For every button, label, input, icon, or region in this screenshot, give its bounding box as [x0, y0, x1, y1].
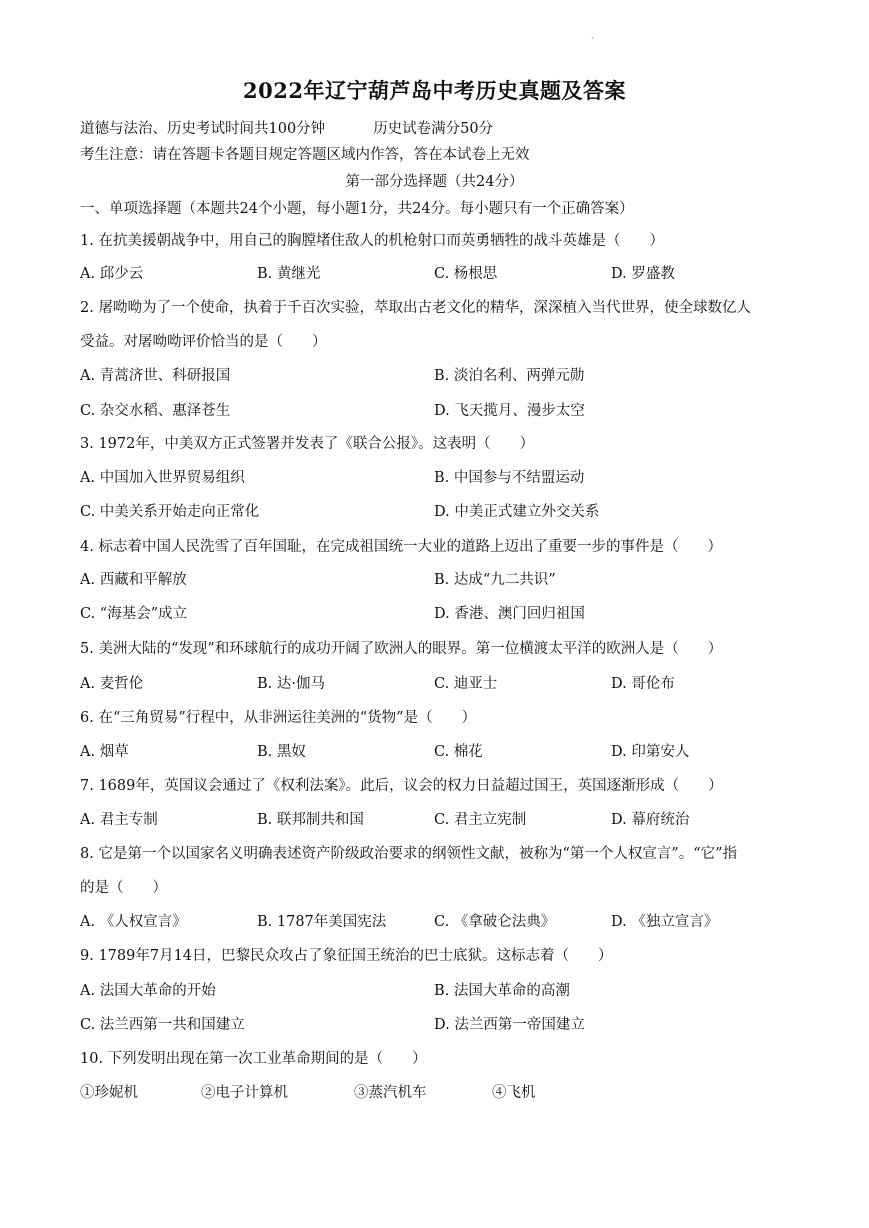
q3-option-a: A. 中国加入世界贸易组织	[80, 470, 245, 486]
q8-option-b: B. 1787年美国宪法	[257, 914, 387, 930]
q9-option-d: D. 法兰西第一帝国建立	[434, 1017, 585, 1033]
q7-option-d: D. 幕府统治	[611, 812, 690, 828]
q8-option-c: C. 《拿破仑法典》	[434, 914, 556, 930]
q4-option-a: A. 西藏和平解放	[80, 572, 187, 588]
q2-option-a: A. 青蒿济世、科研报国	[80, 368, 231, 384]
q3-option-b: B. 中国参与不结盟运动	[434, 470, 585, 486]
q4-option-b: B. 达成“九二共识”	[434, 572, 556, 588]
page-title: 2022年辽宁葫芦岛中考历史真题及答案	[243, 78, 626, 103]
question-1-stem: 1. 在抗美援朝战争中，用自己的胸膛堵住敌人的机枪射口而英勇牺牲的战斗英雄是（ ）	[80, 233, 664, 249]
question-4-stem: 4. 标志着中国人民洗雪了百年国耻，在完成祖国统一大业的道路上迈出了重要一步的事件是（ ）	[80, 539, 722, 555]
q7-option-c: C. 君主立宪制	[434, 812, 527, 828]
q8-option-a: A. 《人权宣言》	[80, 914, 187, 930]
question-6-stem: 6. 在“三角贸易”行程中，从非洲运往美洲的“货物”是（ ）	[80, 710, 477, 726]
score-info: 历史试卷满分50分	[373, 121, 494, 137]
q6-option-a: A. 烟草	[80, 744, 129, 760]
q8-option-d: D. 《独立宣言》	[611, 914, 719, 930]
q5-option-d: D. 哥伦布	[611, 676, 675, 692]
q6-option-d: D. 印第安人	[611, 744, 690, 760]
q2-option-b: B. 淡泊名利、两弹元勋	[434, 368, 585, 384]
q10-item-1: ①珍妮机	[80, 1085, 138, 1101]
q1-option-a: A. 邱少云	[80, 266, 144, 282]
question-3-stem: 3. 1972年，中美双方正式签署并发表了《联合公报》。这表明（ ）	[80, 436, 535, 452]
q10-item-4: ④飞机	[492, 1085, 536, 1101]
q5-option-a: A. 麦哲伦	[80, 676, 144, 692]
q7-option-b: B. 联邦制共和国	[257, 812, 364, 828]
q1-option-c: C. 杨根思	[434, 266, 498, 282]
q7-option-a: A. 君主专制	[80, 812, 158, 828]
q1-option-d: D. 罗盛教	[611, 266, 675, 282]
question-8-stem-cont: 的是（ ）	[80, 880, 167, 896]
exam-info-line	[80, 117, 493, 138]
question-10-stem: 10. 下列发明出现在第一次工业革命期间的是（ ）	[80, 1051, 427, 1067]
q9-option-c: C. 法兰西第一共和国建立	[80, 1017, 245, 1033]
page-mark: ·	[591, 34, 594, 43]
exam-notice: 考生注意：请在答题卡各题目规定答题区域内作答，答在本试卷上无效	[80, 147, 530, 163]
q10-item-3: ③蒸汽机车	[354, 1085, 427, 1101]
section-title: 一、单项选择题（本题共24个小题，每小题1分，共24分。每小题只有一个正确答案）	[80, 201, 634, 217]
q10-item-2: ②电子计算机	[201, 1085, 288, 1101]
q1-option-b: B. 黄继光	[257, 266, 321, 282]
q2-option-d: D. 飞天揽月、漫步太空	[434, 403, 585, 419]
q6-option-c: C. 棉花	[434, 744, 483, 760]
q9-option-a: A. 法国大革命的开始	[80, 983, 216, 999]
q6-option-b: B. 黑奴	[257, 744, 306, 760]
question-7-stem: 7. 1689年，英国议会通过了《权利法案》。此后，议会的权力日益超过国王，英国逐渐形成（ ）	[80, 778, 723, 794]
time-info: 道德与法治、历史考试时间共100分钟	[80, 121, 326, 137]
question-2-stem-cont: 受益。对屠呦呦评价恰当的是（ ）	[80, 334, 327, 350]
q3-option-c: C. 中美关系开始走向正常化	[80, 504, 260, 520]
q4-option-d: D. 香港、澳门回归祖国	[434, 606, 585, 622]
q5-option-c: C. 迪亚士	[434, 676, 498, 692]
q2-option-c: C. 杂交水稻、惠泽苍生	[80, 403, 231, 419]
question-2-stem: 2. 屠呦呦为了一个使命，执着于千百次实验，萃取出古老文化的精华，深深植入当代世界，使全球数亿人	[80, 300, 751, 316]
q4-option-c: C. “海基会”成立	[80, 606, 188, 622]
question-8-stem: 8. 它是第一个以国家名义明确表述资产阶级政治要求的纲领性文献，被称为“第一个人权宣言”。“它”指	[80, 846, 738, 862]
part-title: 第一部分选择题（共24分）	[345, 174, 524, 190]
q3-option-d: D. 中美正式建立外交关系	[434, 504, 600, 520]
question-5-stem: 5. 美洲大陆的“发现”和环球航行的成功开阔了欧洲人的眼界。第一位横渡太平洋的欧洲人是（ ）	[80, 641, 723, 657]
question-9-stem: 9. 1789年7月14日，巴黎民众攻占了象征国王统治的巴士底狱。这标志着（ ）	[80, 948, 613, 964]
q5-option-b: B. 达·伽马	[257, 676, 325, 692]
q9-option-b: B. 法国大革命的高潮	[434, 983, 570, 999]
